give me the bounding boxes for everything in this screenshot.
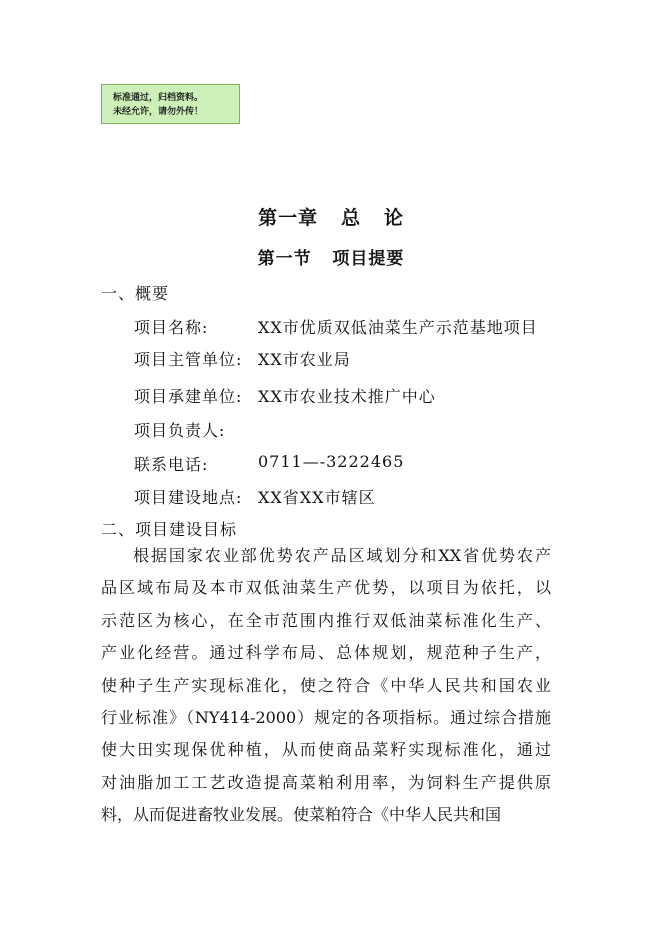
field-label: 项目建设地点:: [134, 488, 243, 507]
field-label: 项目主管单位:: [134, 350, 243, 369]
paragraph-line: 品区域布局及本市双低油菜生产优势，以项目为依托，以: [101, 578, 551, 598]
field-label: 项目承建单位:: [134, 387, 243, 406]
paragraph-line: 产业化经营。通过科学布局、总体规划，规范种子生产，: [101, 643, 551, 663]
field-value: 0711—-3222465: [258, 452, 405, 471]
field-value: XX市农业技术推广中心: [258, 387, 436, 406]
notice-line-1: 标准通过，归档资料。: [113, 93, 204, 103]
field-value: XX市优质双低油菜生产示范基地项目: [258, 318, 538, 337]
chapter-title: 第一章 总 论: [258, 207, 404, 229]
paragraph-line: 使种子生产实现标准化，使之符合《中华人民共和国农业: [101, 675, 551, 695]
field-value: XX省XX市辖区: [258, 488, 376, 507]
notice-line-2: 未经允许，请勿外传！: [113, 107, 204, 117]
field-label: 项目名称:: [134, 318, 209, 337]
notice-box: [101, 84, 240, 124]
overview-heading: 一、概要: [101, 284, 170, 303]
field-value: XX市农业局: [258, 350, 351, 369]
paragraph-line: 行业标准》（NY414-2000）规定的各项指标。通过综合措施: [101, 707, 551, 727]
goals-paragraph: [101, 540, 551, 832]
field-label: 联系电话:: [134, 455, 209, 474]
paragraph-line: 料，从而促进畜牧业发展。使菜粕符合《中华人民共和国: [101, 805, 502, 825]
paragraph-line: 示范区为核心，在全市范围内推行双低油菜标准化生产、: [101, 610, 551, 630]
goals-heading: 二、项目建设目标: [101, 520, 238, 539]
paragraph-line: 对油脂加工工艺改造提高菜粕利用率，为饲料生产提供原: [101, 772, 551, 792]
field-label: 项目负责人:: [134, 421, 226, 440]
section-title: 第一节 项目提要: [257, 249, 405, 269]
paragraph-line: 使大田实现保优种植，从而使商品菜籽实现标准化，通过: [101, 740, 551, 760]
paragraph-line: 根据国家农业部优势农产品区域划分和XX省优势农产: [133, 546, 551, 565]
